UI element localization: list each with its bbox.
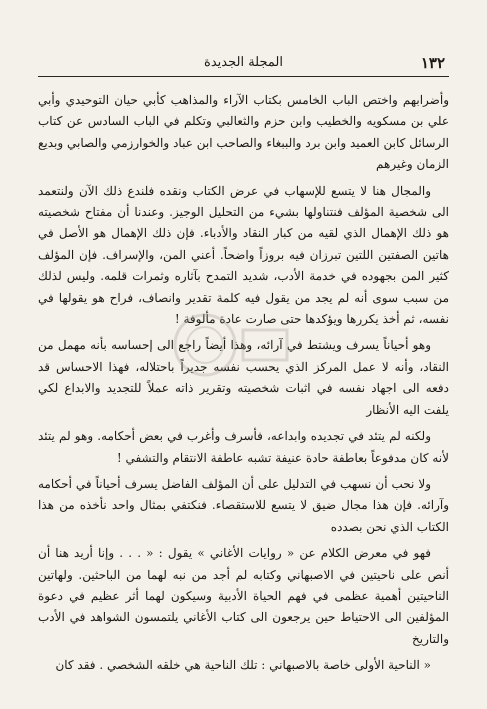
paragraph: وهو أحياناً يسرف ويشتط في آرائه، وهذا أيضاً راجع الى إحساسه بأنه مهمل من النقاد، وأنه لا عمل المركز الذي يحسب نفسه جديراً باحتلاله، فهذا الاحساس قد دفعه الى اجهاد نفسه في اثبات شخصيته وتقرير ذاته عملاً للتجديد والابداع لكي يلفت اليه الأنظار bbox=[38, 338, 449, 417]
running-title: المجلة الجديدة bbox=[204, 55, 283, 70]
page-header bbox=[38, 54, 449, 77]
page-number: ١٣٢ bbox=[420, 54, 445, 72]
paragraph: وأضرابهم واختص الباب الخامس بكتاب الآراء والمذاهب كأبي حيان التوحيدي وأبي علي بن مسكويه والخطيب وابن حزم والثعالبي وتكلم في الباب السادس عن كتاب الرسائل كابن العميد وابن برد والببغاء والصاحب ابن عباد والخوارزمي والصابي وبديع الزمان وغيرهم bbox=[38, 93, 449, 172]
paragraph: « الناحية الأولى خاصة بالاصبهاني : تلك الناحية هي خلقه الشخصي . فقد كان bbox=[55, 658, 431, 673]
paragraph: ولا نحب أن نسهب في التدليل على أن المؤلف الفاضل يسرف أحياناً في أحكامه وآرائه. فإن هذا مجال ضيق لا يتسع للاستقصاء. فنكتفي بمثال واحد نأخذه من هذا الكتاب الذي نحن بصدده bbox=[38, 476, 449, 534]
paragraph: فهو في معرض الكلام عن « روايات الأغاني » يقول : « . . . وإنا أريد هنا أن أنص على ناحيتين في الاصبهاني وكتابه لم أجد من نبه لهما من الباحثين. ولهاتين الناحيتين أهمية عظمى في فهم الحياة الأدبية وسيكون لهما أثر عظيم في دعوة المؤلفين الى الاحتياط حين يرجعون الى كتاب الأغاني يلتمسون الشواهد في الأدب والتاريخ bbox=[38, 546, 449, 646]
article-body bbox=[38, 90, 449, 682]
paragraph: ولكنه لم يتئد في تجديده وابداعه، فأسرف وأغرب في بعض أحكامه. وهو لم يتئد لأنه كان مدفوعاً بعاطفة حادة عنيفة تشبه عاطفة الانتقام والتشفي ! bbox=[38, 429, 449, 465]
paragraph: والمجال هنا لا يتسع للإسهاب في عرض الكتاب ونقده فلندع ذلك الآن ولنتعمد الى شخصية المؤلف فنتناولها بشيء من التحليل الوجيز. وعندنا أن مفتاح شخصيته هو ذلك الإهمال الذي لقيه من كبار النقاد والأدباء. فإن ذلك الإهمال هو الأصل في هاتين الصفتين اللتين تبرزان فيه بروزاً واضحاً. أعني المن، والإسراف. فإن المؤلف كثير المن بجهوده في خدمة الأدب، شديد التمدح بآثاره وثمرات قلمه. وليس لذلك من سبب سوى أنه لم يجد من يقول فيه كلمة تقدير وانصاف، فراح هو يقولها في نفسه، ثم أخذ يكررها ويؤكدها حتى صارت عادة مألوفة ! bbox=[38, 183, 449, 327]
